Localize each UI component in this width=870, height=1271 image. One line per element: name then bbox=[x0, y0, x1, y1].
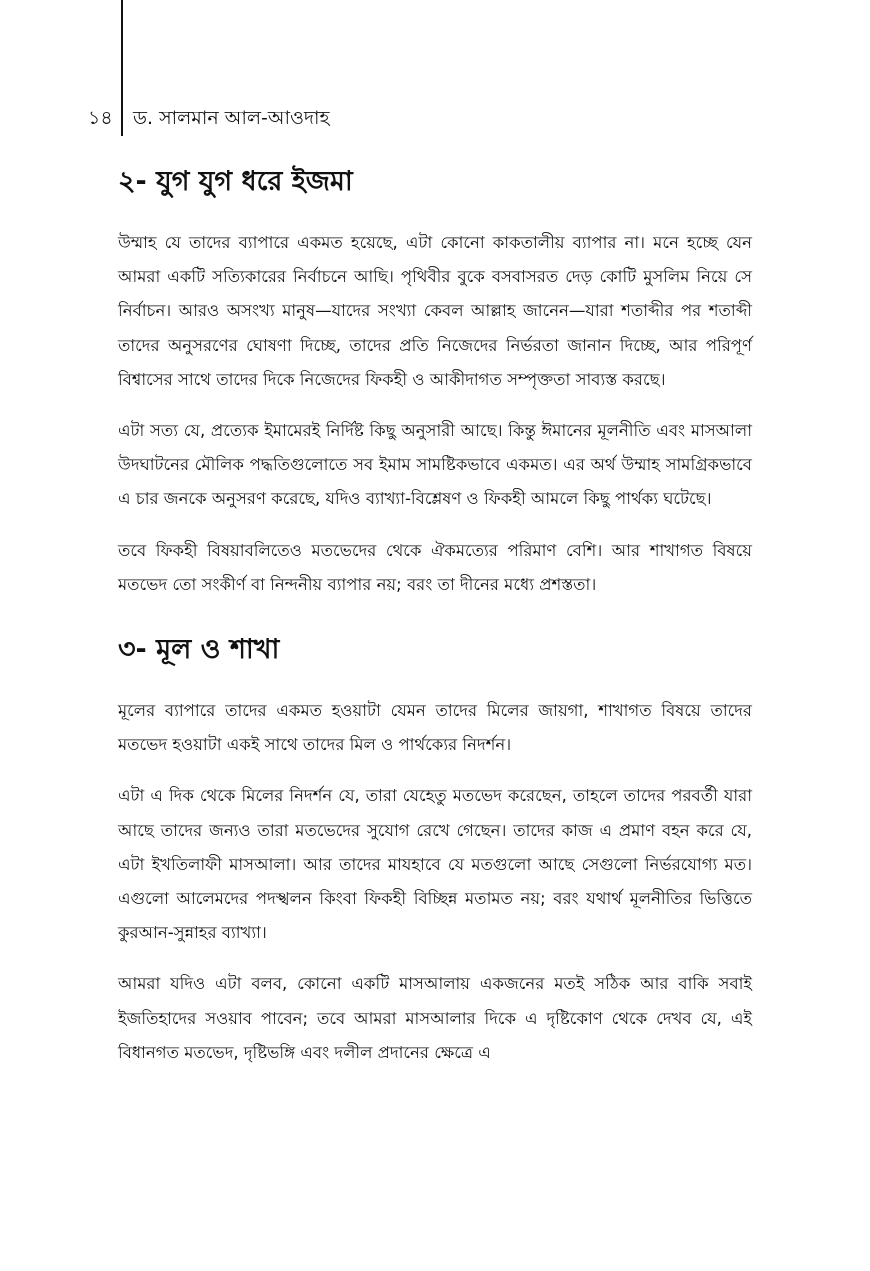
page-body bbox=[118, 160, 752, 1086]
page-number: ১৪ bbox=[88, 107, 113, 129]
body-paragraph: এটা এ দিক থেকে মিলের নিদর্শন যে, তারা যেহেতু মতভেদ করেছেন, তাহলে তাদের পরবর্তী যারা আছে তাদের জন্যও তারা মতভেদের সুযোগ রেখে গেছেন। তাদের কাজ এ প্রমাণ বহন করে যে, এটা ইখতিলাফী মাসআলা। আর তাদের মাযহাবে যে মতগুলো আছে সেগুলো নির্ভরযোগ্য মত। এগুলো আলেমদের পদস্খলন কিংবা ফিকহী বিচ্ছিন্ন মতামত নয়; বরং যথার্থ মূলনীতির ভিত্তিতে কুরআন-সুন্নাহর ব্যাখ্যা। bbox=[118, 786, 752, 943]
body-paragraph: মূলের ব্যাপারে তাদের একমত হওয়াটা যেমন তাদের মিলের জায়গা, শাখাগত বিষয়ে তাদের মতভেদ হওয়াটা একই সাথে তাদের মিল ও পার্থক্যের নিদর্শন। bbox=[118, 701, 752, 755]
section-heading-ijma: ২- যুগ যুগ ধরে ইজমা bbox=[118, 166, 353, 197]
body-paragraph: এটা সত্য যে, প্রত্যেক ইমামেরই নির্দিষ্ট কিছু অনুসারী আছে। কিন্তু ঈমানের মূলনীতি এবং মাসআলা উদঘাটনের মৌলিক পদ্ধতিগুলোতে সব ইমাম সামষ্টিকভাবে একমত। এর অর্থ উম্মাহ সামগ্রিকভাবে এ চার জনকে অনুসরণ করেছে, যদিও ব্যাখ্যা-বিশ্লেষণ ও ফিকহী আমলে কিছু পার্থক্য ঘটেছে। bbox=[118, 421, 752, 509]
section-heading-roots-and-branches: ৩- মূল ও শাখা bbox=[118, 634, 280, 666]
body-paragraph: আমরা যদিও এটা বলব, কোনো একটি মাসআলায় একজনের মতই সঠিক আর বাকি সবাই ইজতিহাদের সওয়াব পাবেন; তবে আমরা মাসআলার দিকে এ দৃষ্টিকোণ থেকে দেখব যে, এই বিধানগত মতভেদ, দৃষ্টিভঙ্গি এবং দলীল প্রদানের ক্ষেত্রে এ bbox=[118, 974, 752, 1062]
running-head-author: ড. সালমান আল-আওদাহ bbox=[133, 107, 330, 129]
header-vertical-rule bbox=[121, 0, 123, 136]
body-paragraph: উম্মাহ যে তাদের ব্যাপারে একমত হয়েছে, এটা কোনো কাকতালীয় ব্যাপার না। মনে হচ্ছে যেন আমরা একটি সত্যিকারের নির্বাচনে আছি। পৃথিবীর বুকে বসবাসরত দেড় কোটি মুসলিম নিয়ে সে নির্বাচন। আরও অসংখ্য মানুষ—যাদের সংখ্যা কেবল আল্লাহ জানেন—যারা শতাব্দীর পর শতাব্দী তাদের অনুসরণের ঘোষণা দিচ্ছে, তাদের প্রতি নিজেদের নির্ভরতা জানান দিচ্ছে, আর পরিপূর্ণ বিশ্বাসের সাথে তাদের দিকে নিজেদের ফিকহী ও আকীদাগত সম্পৃক্ততা সাব্যস্ত করছে। bbox=[118, 233, 752, 389]
body-paragraph: তবে ফিকহী বিষয়াবলিতেও মতভেদের থেকে ঐকমত্যের পরিমাণ বেশি। আর শাখাগত বিষয়ে মতভেদ তো সংকীর্ণ বা নিন্দনীয় ব্যাপার নয়; বরং তা দীনের মধ্যে প্রশস্ততা। bbox=[118, 540, 752, 594]
